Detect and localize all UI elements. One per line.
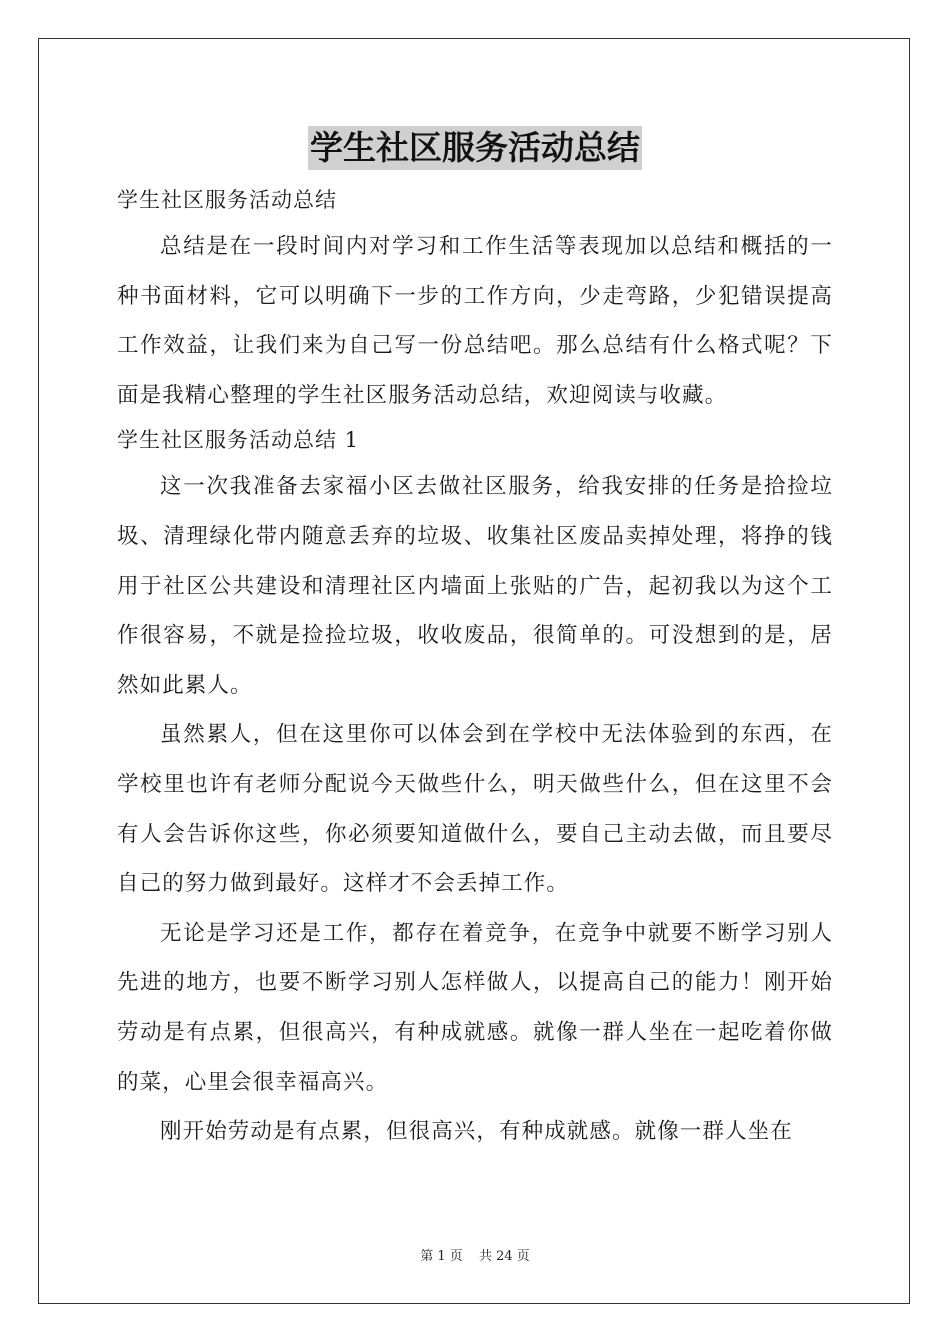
document-subtitle: 学生社区服务活动总结 <box>117 188 337 212</box>
body-paragraph: 无论是学习还是工作，都存在着竞争，在竞争中就要不断学习别人先进的地方，也要不断学习别人怎样做人，以提高自己的能力！刚开始劳动是有点累，但很高兴，有种成就感。就像一群人坐在一起吃着你做的菜，心里会很幸福高兴。 <box>117 920 833 1095</box>
document-body <box>117 182 833 1157</box>
body-paragraph: 这一次我准备去家福小区去做社区服务，给我安排的任务是拾捡垃圾、清理绿化带内随意丢弃的垃圾、收集社区废品卖掉处理，将挣的钱用于社区公共建设和清理社区内墙面上张贴的广告，起初我以为这个工作很容易，不就是捡捡垃圾，收收废品，很简单的。可没想到的是，居然如此累人。 <box>117 474 833 698</box>
title-container <box>0 126 950 170</box>
total-pages: 共 24 页 <box>478 1249 530 1264</box>
body-paragraph: 虽然累人，但在这里你可以体会到在学校中无法体验到的东西，在学校里也许有老师分配说今天做些什么，明天做些什么，但在这里不会有人会告诉你这些，你必须要知道做什么，要自己主动去做，而且要尽自己的努力做到最好。这样才不会丢掉工作。 <box>117 722 833 897</box>
body-paragraph: 刚开始劳动是有点累，但很高兴，有种成就感。就像一群人坐在 <box>160 1119 793 1145</box>
page-footer <box>0 1248 950 1266</box>
document-title: 学生社区服务活动总结 <box>308 126 642 170</box>
intro-paragraph: 总结是在一段时间内对学习和工作生活等表现加以总结和概括的一种书面材料，它可以明确下一步的工作方向，少走弯路，少犯错误提高工作效益，让我们来为自己写一份总结吧。那么总结有什么格式呢？下面是我精心整理的学生社区服务活动总结，欢迎阅读与收藏。 <box>117 234 833 408</box>
page-number: 第 1 页 <box>420 1249 463 1264</box>
section-heading: 学生社区服务活动总结 1 <box>117 428 360 453</box>
